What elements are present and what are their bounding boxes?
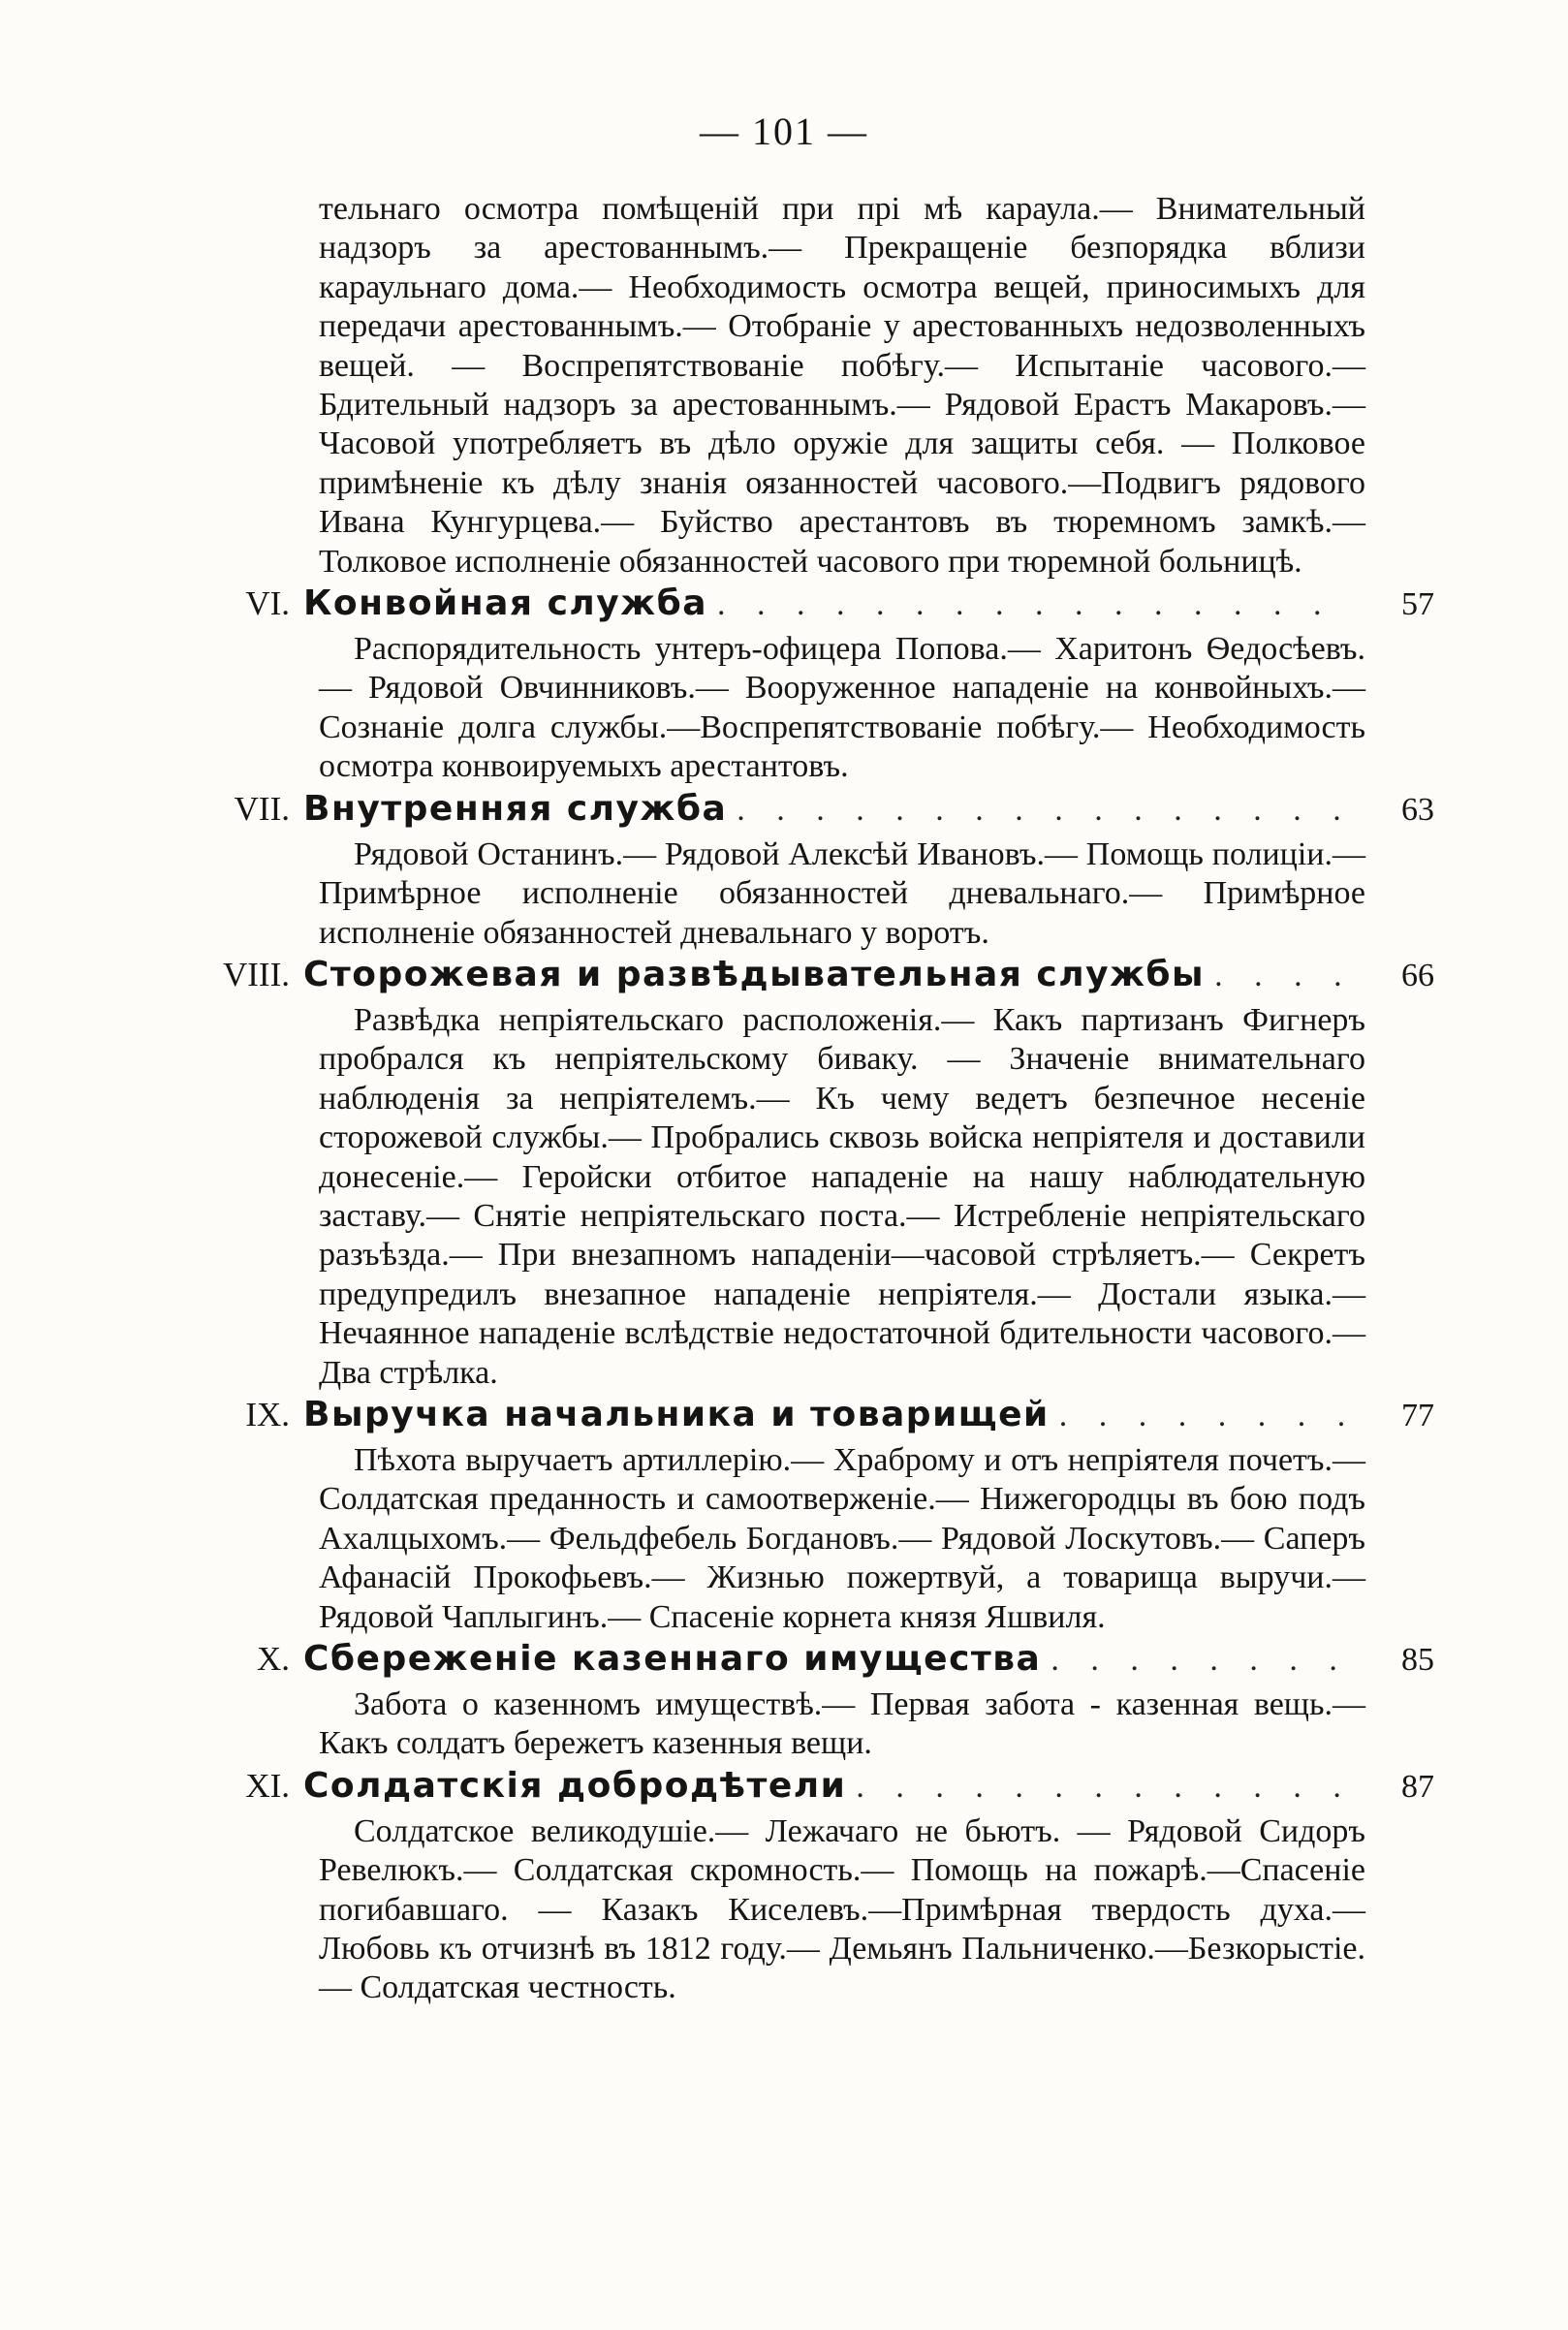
section-summary: Рядовой Останинъ.— Рядовой Алексѣй Ивановъ.— Помощь полиціи.— Примѣрное исполненіе обязанностей дневальнаго.— Примѣрное исполненіе обязанностей дневальнаго у воротъ. — [319, 835, 1365, 951]
section-summary: Развѣдка непріятельскаго расположенія.— Какъ партизанъ Фигнеръ пробрался къ непріятельскому биваку. — Значеніе внимательнаго наблюденія за непріятелемъ.— Къ чему ведетъ безпечное несеніе сторожевой службы.— Пробрались сквозь войска непріятеля и доставили донесеніе.— Геройски отбитое нападеніе на нашу наблюдательную заставу.— Снятіе непріятельскаго поста.— Истребленіе непріятельскаго разъѣзда.— При внезапномъ нападеніи—часовой стрѣляетъ.— Секретъ предупредилъ внезапное нападеніе непріятеля.— Достали языка.— Нечаянное нападеніе вслѣдствіе недостаточной бдительности часового.— Два стрѣлка. — [319, 1001, 1365, 1391]
dot-leader — [1059, 1398, 1353, 1434]
section-summary: Забота о казенномъ имуществѣ.— Первая забота - казенная вещь.— Какъ солдатъ бережетъ казенныя вещи. — [319, 1686, 1365, 1762]
section-title: Сбереженіе казеннаго имущества — [303, 1639, 1042, 1679]
dot-leader — [856, 1769, 1353, 1806]
toc-entry-ix — [189, 1395, 1434, 1441]
section-numeral: VIII. — [223, 955, 290, 993]
dot-leader — [1051, 1642, 1353, 1679]
toc-entry-vii — [189, 789, 1434, 835]
section-numeral: X. — [256, 1640, 290, 1678]
toc-entry-vi — [189, 583, 1434, 630]
dot-leader — [717, 586, 1353, 623]
section-summary: Пѣхота выручаетъ артиллерію.— Храброму и отъ непріятеля почетъ.— Солдатская преданность и самоотверженіе.— Нижегородцы въ бою подъ Ахалцыхомъ.— Фельдфебель Богдановъ.— Рядовой Лоскутовъ.— Саперъ Афанасій Прокофьевъ.— Жизнью пожертвуй, а товарища выручи.— Рядовой Чаплыгинъ.— Спасеніе корнета князя Яшвиля. — [319, 1441, 1365, 1635]
section-title: Солдатскія добродѣтели — [303, 1765, 847, 1806]
page-number: — 101 — — [700, 110, 868, 153]
section-numeral: VII. — [234, 789, 290, 828]
dot-leader — [737, 792, 1353, 829]
section-numeral: VI. — [245, 584, 290, 623]
section-title: Выручка начальника и товарищей — [303, 1394, 1050, 1434]
section-page-number: 57 — [1401, 586, 1434, 623]
intro-paragraph: тельнаго осмотра помѣщеній при прі мѣ караула.— Внимательный надзоръ за арестованнымъ.— Прекращеніе безпорядка вблизи караульнаго дома.— Необходимость осмотра вещей, приносимыхъ для передачи арестованнымъ.— Отобраніе у арестованныхъ недозволенныхъ вещей. — Воспрепятствованіе побѣгу.— Испытаніе часового.—Бдительный надзоръ за арестованнымъ.— Рядовой Ерастъ Макаровъ.— Часовой употребляетъ въ дѣло оружіе для защиты себя. — Полковое примѣненіе къ дѣлу знанія оязанностей часового.—Подвигъ рядового Ивана Кунгурцева.— Буйство арестантовъ въ тюремномъ замкѣ.—Толковое исполненіе обязанностей часового при тюремной больницѣ. — [319, 191, 1365, 580]
toc-entry-xi — [189, 1766, 1434, 1812]
section-title: Конвойная служба — [303, 583, 708, 624]
section-numeral: XI. — [245, 1766, 290, 1805]
section-page-number: 87 — [1401, 1768, 1434, 1805]
toc-entry-viii — [189, 955, 1434, 1001]
section-title: Внутренняя служба — [303, 788, 728, 829]
table-of-contents — [189, 190, 1434, 2008]
section-page-number: 85 — [1401, 1642, 1434, 1678]
section-summary: Распорядительность унтеръ-офицера Попова.— Харитонъ Ѳедосѣевъ.— Рядовой Овчинниковъ.— Вооруженное нападеніе на конвойныхъ.— Сознаніе долга службы.—Воспрепятствованіе побѣгу.— Необходимость осмотра конвоируемыхъ арестантовъ. — [319, 631, 1365, 785]
section-page-number: 63 — [1401, 791, 1434, 828]
section-page-number: 66 — [1401, 957, 1434, 993]
toc-entry-x — [189, 1639, 1434, 1685]
section-summary: Солдатское великодушіе.— Лежачаго не бьютъ. — Рядовой Сидоръ Ревелюкъ.— Солдатская скромность.— Помощь на пожарѣ.—Спасеніе погибавшаго. — Казакъ Киселевъ.—Примѣрная твердость духа.— Любовь къ отчизнѣ въ 1812 году.— Демьянъ Пальниченко.—Безкорыстіе.— Солдатская честность. — [319, 1812, 1365, 2006]
section-numeral: IX. — [245, 1395, 290, 1433]
section-page-number: 77 — [1401, 1397, 1434, 1433]
section-title: Сторожевая и развѣдывательная службы — [303, 954, 1206, 994]
dot-leader — [1214, 958, 1353, 994]
